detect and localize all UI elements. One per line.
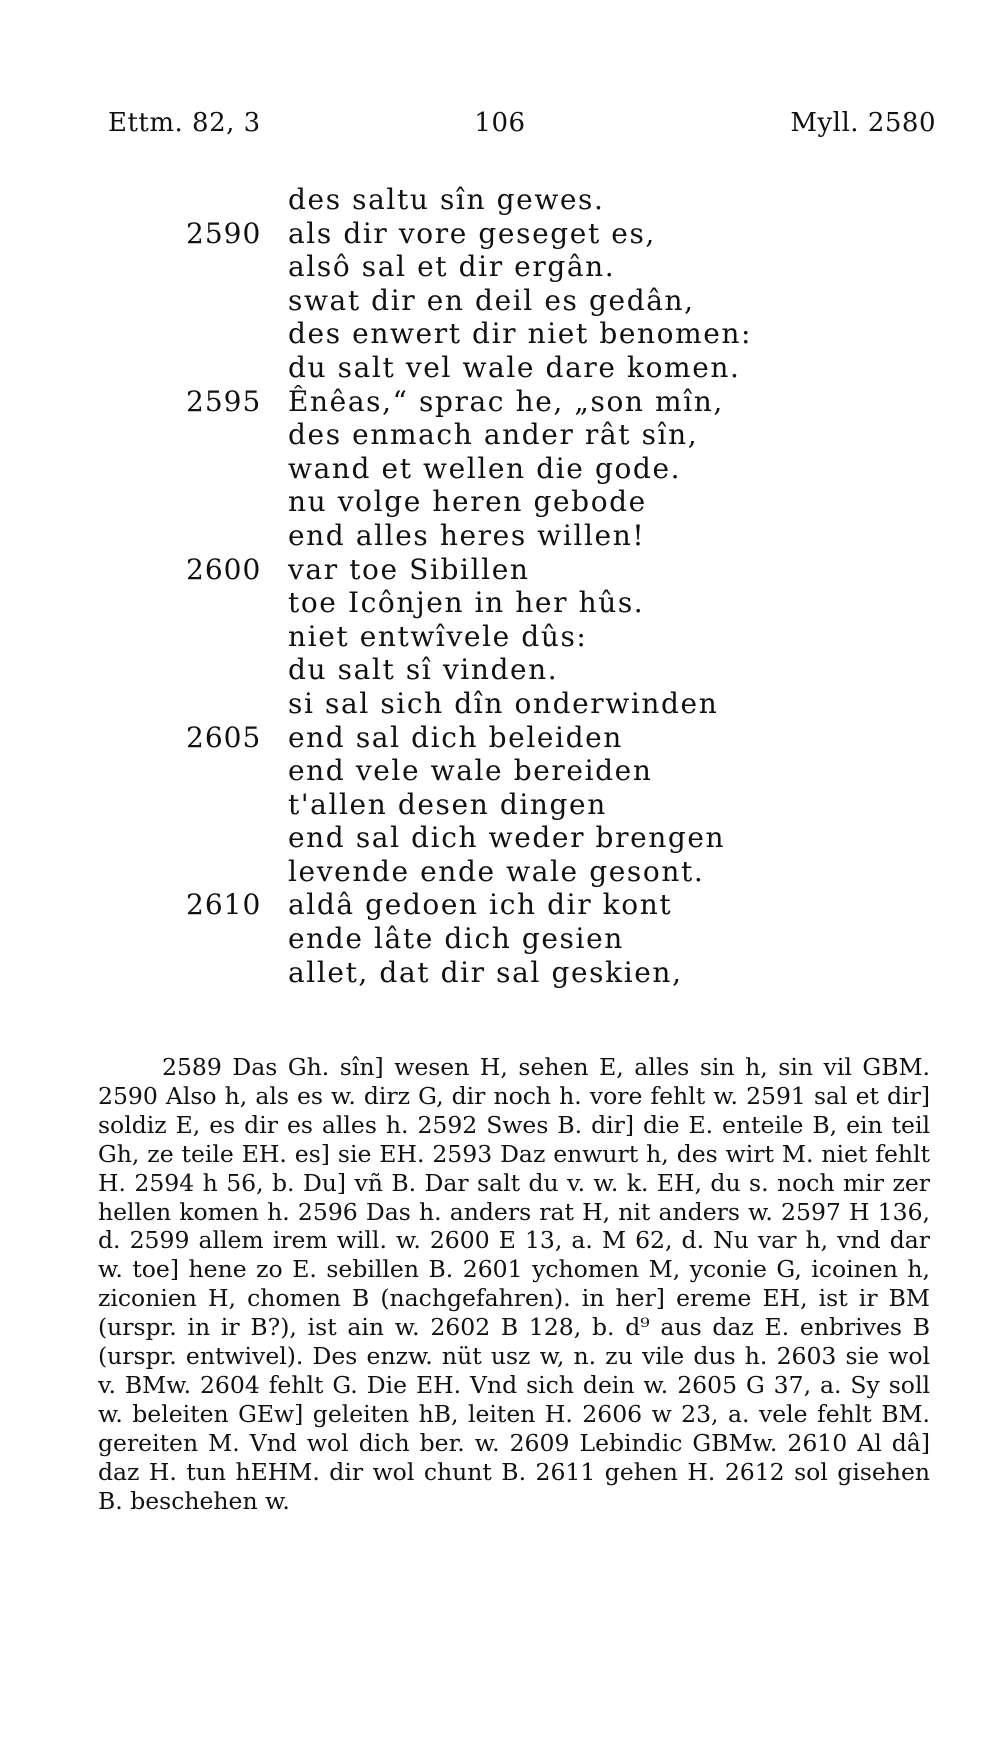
verse-line — [0, 754, 1000, 788]
verse-line — [0, 385, 1000, 419]
header-left-reference: Ettm. 82, 3 — [108, 108, 261, 138]
verse-number: 2600 — [186, 552, 262, 586]
verse-line — [0, 855, 1000, 889]
verse-line-text: end vele wale bereiden — [288, 754, 653, 788]
verse-line — [0, 586, 1000, 620]
verse-line-text: levende ende wale gesont. — [288, 854, 705, 888]
verse-line-text: alsô sal et dir ergân. — [288, 250, 616, 284]
verse-line-text: des saltu sîn gewes. — [288, 183, 605, 216]
verse-line — [0, 788, 1000, 822]
verse-line-text: toe Icônjen in her hûs. — [288, 586, 645, 620]
verse-number: 2605 — [186, 720, 262, 754]
verse-line — [0, 250, 1000, 284]
verse-line-text: ende lâte dich gesien — [288, 922, 624, 956]
verse-line — [0, 888, 1000, 922]
verse-line-text: allet, dat dir sal geskien, — [288, 955, 683, 989]
verse-line — [0, 284, 1000, 318]
verse-line-text: wand et wellen die gode. — [288, 451, 682, 485]
verse-line-text: niet entwîvele dûs: — [288, 619, 588, 653]
running-head — [0, 108, 1000, 148]
verse-line-text: swat dir en deil es gedân, — [288, 283, 695, 317]
verse-line — [0, 217, 1000, 251]
apparatus-paragraph: 2589 Das Gh. sîn] wesen H, sehen E, alles sin h, sin vil GBM. 2590 Also h, als es w. dirz G, dir noch h. vore fehlt w. 2591 sal et dir] soldiz E, es dir es alles h. 2592 Swes B. dir] die E. enteile B, ein teil Gh, ze teile EH. es] sie EH. 2593 Daz enwurt h, des wirt M. niet fehlt H. 2594 h 56, b. Du] vñ B. Dar salt du v. w. k. EH, du s. noch mir zer hellen komen h. 2596 Das h. anders rat H, nit anders w. 2597 H 136, d. 2599 allem irem will. w. 2600 E 13, a. M 62, d. Nu var h, vnd dar w. toe] hene zo E. sebillen B. 2601 ychomen M, yconie G, icoinen h, ziconien H, chomen B (nachgefahren). in her] ereme EH, ist ir BM (urspr. in ir B?), ist ain w. 2602 B 128, b. d⁹ aus daz E. enbrives B (urspr. entwivel). Des enzw. nüt usz w, n. zu vile dus h. 2603 sie wol v. BMw. 2604 fehlt G. Die EH. Vnd sich dein w. 2605 G 37, a. Sy soll w. beleiten GEw] geleiten hB, leiten H. 2606 w 23, a. vele fehlt BM. gereiten M. Vnd wol dich ber. w. 2609 Lebindic GBMw. 2610 Al dâ] daz H. tun hEHM. dir wol chunt B. 2611 gehen H. 2612 sol gisehen B. beschehen w. — [98, 1053, 930, 1515]
verse-number: 2595 — [186, 384, 262, 418]
verse-line — [0, 687, 1000, 721]
verse-line-text: end alles heres willen! — [288, 518, 646, 552]
verse-line — [0, 519, 1000, 553]
verse-line — [0, 183, 1000, 217]
verse-line-text: des enmach ander rât sîn, — [288, 418, 699, 452]
verse-line — [0, 452, 1000, 486]
verse-line-text: var toe Sibillen — [288, 552, 530, 586]
verse-line — [0, 418, 1000, 452]
verse-line-text: du salt vel wale dare komen. — [288, 350, 741, 384]
page-number: 106 — [474, 108, 526, 138]
verse-line-text: aldâ gedoen ich dir kont — [288, 888, 673, 922]
verse-line — [0, 956, 1000, 990]
verse-line-text: als dir vore geseget es, — [288, 216, 656, 250]
verse-line — [0, 653, 1000, 687]
verse-line — [0, 553, 1000, 587]
verse-line — [0, 485, 1000, 519]
verse-line-text: t'allen desen dingen — [288, 787, 607, 821]
verse-line — [0, 351, 1000, 385]
verse-line-text: end sal dich weder brengen — [288, 821, 726, 855]
verse-line-text: Ênêas,“ sprac he, „son mîn, — [288, 384, 724, 418]
verse-line-text: si sal sich dîn onderwinden — [288, 686, 719, 720]
verse-line — [0, 620, 1000, 654]
verse-text — [0, 183, 1000, 989]
verse-line — [0, 821, 1000, 855]
verse-number: 2610 — [186, 888, 262, 922]
verse-line — [0, 721, 1000, 755]
verse-line-text: end sal dich beleiden — [288, 720, 623, 754]
verse-line-text: du salt sî vinden. — [288, 653, 559, 687]
header-right-reference: Myll. 2580 — [790, 108, 936, 138]
verse-line-text: nu volge heren gebode — [288, 485, 647, 519]
verse-line-text: des enwert dir niet benomen: — [288, 317, 753, 351]
critical-apparatus — [98, 1053, 930, 1516]
verse-number: 2590 — [186, 216, 262, 250]
verse-line — [0, 922, 1000, 956]
verse-line — [0, 317, 1000, 351]
